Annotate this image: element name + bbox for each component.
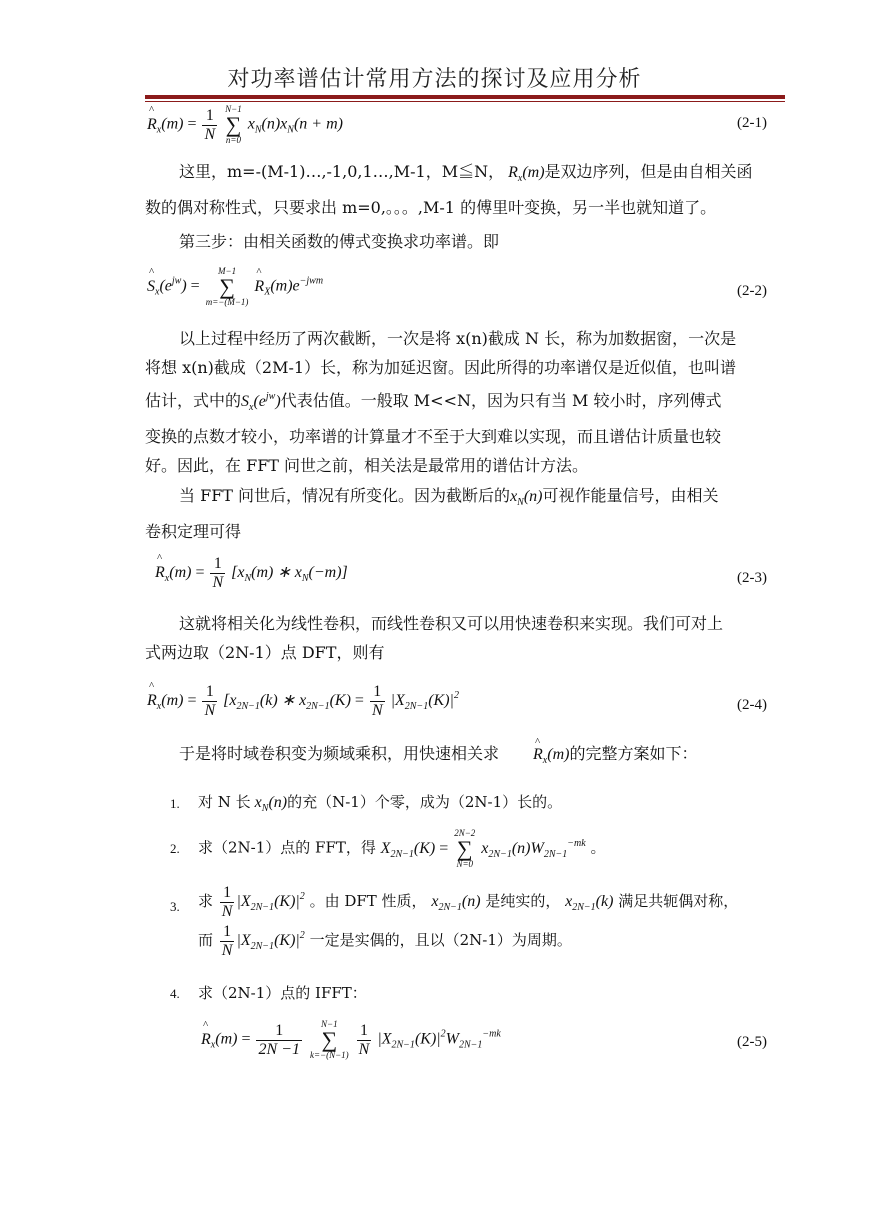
- header-rule-thick: [145, 95, 785, 99]
- text-line: 而: [198, 931, 214, 950]
- equation-2-1: ^ $R_x(m)$ = $\frac{1}{N}$ N−1 ∑ n=0 $x_N(n)x_N(n + m)$: [147, 104, 343, 146]
- list-item: 求（2N-1）点的 IFFT：: [198, 984, 367, 1002]
- page-title: 对功率谱估计常用方法的探讨及应用分析: [227, 67, 642, 92]
- text-line: 是纯实的，: [485, 892, 561, 911]
- equation-number: (2-2): [737, 283, 767, 299]
- text-line: 求: [198, 892, 214, 911]
- text-line: 数的偶对称性式，只要求出 m=0,。。。,M-1 的傅里叶变换，另一半也就知道了。: [145, 198, 717, 217]
- equation-number: (2-3): [737, 570, 767, 586]
- paragraph: 于是将时域卷积变为频域乘积，用快速相关求^ $R_x(m)$的完整方案如下：: [145, 739, 773, 775]
- list-item: 对 N 长 $x_N(n)$的充（N-1）个零，成为（2N-1）长的。: [198, 793, 563, 814]
- text-line: 好。因此，在 FFT 问世之前，相关法是最常用的谱估计方法。: [145, 456, 589, 475]
- text-line: 当 FFT 问世后，情况有所变化。因为截断后的: [179, 486, 511, 505]
- text-line: 将想 x(n)截成（2M-1）长，称为加延迟窗。因此所得的功率谱仅是近似值，也叫谱: [145, 358, 737, 377]
- text-line: 估计，式中的: [145, 391, 242, 410]
- text-line: 是双边序列，但是由自相关函: [544, 162, 753, 181]
- list-item: 求 $\frac{1}{N}$ $|X_{2N-1}(K)|^2$ 。由 DFT 性质， $x_{2N-1}(n)$ 是纯实的， $x_{2N-1}(k)$ 满足共轭偶对称， 而 $\frac{1}{N}$ $|X_{2N-1}(K)|^2$ 一定是实偶的，且以（2N-1）为周期。: [198, 884, 739, 959]
- paragraph: 当 FFT 问世后，情况有所变化。因为截断后的$x_N(n)$可视作能量信号，由相关 卷积定理可得: [145, 481, 773, 546]
- equation-number: (2-1): [737, 115, 767, 131]
- header-rule-thin: [145, 101, 785, 102]
- text-line: 卷积定理可得: [145, 522, 242, 541]
- text-line: 一定是实偶的，且以（2N-1）为周期。: [309, 931, 572, 950]
- equation-number: (2-4): [737, 697, 767, 713]
- text-line: 。: [590, 838, 606, 857]
- text-line: 这里，m=-(M-1)…,-1,0,1…,M-1，M≦N，: [179, 162, 505, 181]
- text-line: 代表估值。一般取 M<<N，因为只有当 M 较小时，序列傅式: [280, 391, 722, 410]
- paragraph: 第三步：由相关函数的傅式变换求功率谱。即: [179, 232, 500, 251]
- text-line: 。由 DFT 性质，: [309, 892, 427, 911]
- text-line: 的充（N-1）个零，成为（2N-1）长的。: [287, 793, 563, 811]
- equation-2-5: ^ $R_x(m)$ = $\frac{1}{2N -1}$ N−1 ∑ k=−(N−1) $\frac{1}{N}$ $|X_{2N-1}(K)|^2W_{2N-1}^{-mk}$: [201, 1019, 501, 1061]
- text-line: 以上过程中经历了两次截断，一次是将 x(n)截成 N 长，称为加数据窗，一次是: [179, 329, 737, 348]
- text-line: 于是将时域卷积变为频域乘积，用快速相关求: [179, 744, 500, 763]
- text-line: 的完整方案如下：: [569, 744, 698, 763]
- list-number: 3.: [170, 899, 180, 914]
- paragraph: 这里，m=-(M-1)…,-1,0,1…,M-1，M≦N， $R_x(m)$是双边序列，但是由自相关函 数的偶对称性式，只要求出 m=0,。。。,M-1 的傅里叶变换，另一半也就知道了。: [145, 157, 773, 222]
- text-line: 式两边取（2N-1）点 DFT，则有: [145, 643, 385, 662]
- text-line: 变换的点数才较小，功率谱的计算量才不至于大到难以实现，而且谱估计质量也较: [145, 427, 722, 446]
- list-number: 1.: [170, 796, 180, 811]
- text-line: 求（2N-1）点的 FFT，得: [198, 838, 376, 857]
- list-item: 求（2N-1）点的 FFT，得 $X_{2N-1}(K)$ = 2N−2 ∑ N=0 $x_{2N-1}(n)W_{2N-1}^{-mk}$ 。: [198, 828, 606, 869]
- text-line: 对 N 长: [198, 793, 251, 811]
- paragraph: 以上过程中经历了两次截断，一次是将 x(n)截成 N 长，称为加数据窗，一次是 将想 x(n)截成（2M-1）长，称为加延迟窗。因此所得的功率谱仅是近似值，也叫谱 估计，式中的$S_x(e^{jw})$代表估值。一般取 M<<N，因为只有当 M 较小时，序列傅式 变换的点数才较小，功率谱的计算量才不至于大到难以实现，而且谱估计质量也较 好。因此，在 FFT 问世之前，相关法是最常用的谱估计方法。: [145, 324, 773, 480]
- text-line: 这就将相关化为线性卷积，而线性卷积又可以用快速卷积来实现。我们可对上: [179, 614, 724, 633]
- equation-2-3: ^ $R_x(m)$ = $\frac{1}{N}$ [$x_N(m)$ ∗ $x_N(-m)$]: [155, 555, 348, 592]
- list-number: 4.: [170, 986, 180, 1001]
- list-number: 2.: [170, 841, 180, 856]
- equation-number: (2-5): [737, 1034, 767, 1050]
- text-line: 满足共轭偶对称，: [618, 892, 739, 911]
- equation-2-2: ^ $S_x(e^{jw})$ = M−1 ∑ m=−(M−1) ^ $R_X(m)e^{-jwm}$: [147, 266, 323, 308]
- text-line: 可视作能量信号，由相关: [542, 486, 719, 505]
- equation-2-4: ^ $R_x(m)$ = $\frac{1}{N}$ [$x_{2N-1}(k)$ ∗ $x_{2N-1}(K)$ = $\frac{1}{N}$ $|X_{2N-1}(K)|^2$: [147, 683, 459, 720]
- paragraph: [145, 609, 773, 667]
